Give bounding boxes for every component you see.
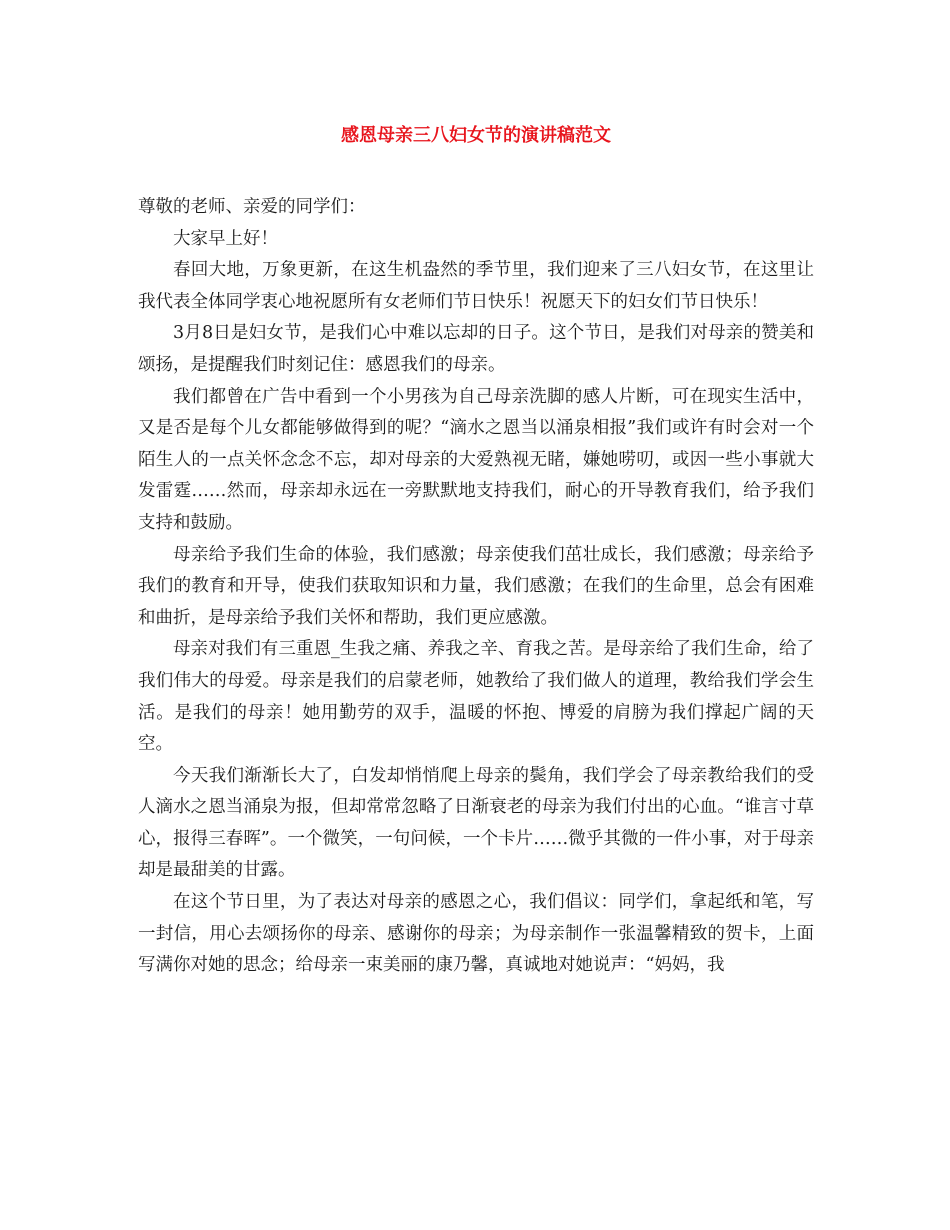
paragraph: 母亲对我们有三重恩_生我之痛、养我之辛、育我之苦。是母亲给了我们生命，给了我们伟大的母爱。母亲是我们的启蒙老师，她教给了我们做人的道理，教给我们学会生活。是我们的母亲！她用勤劳的双手，温暖的怀抱、博爱的肩膀为我们撑起广阔的天空。 <box>138 639 814 755</box>
paragraph-greeting: 大家早上好！ <box>173 228 278 249</box>
paragraph: 在这个节日里，为了表达对母亲的感恩之心，我们倡议：同学们，拿起纸和笔，写一封信，用心去颂扬你的母亲、感谢你的母亲；为母亲制作一张温馨精致的贺卡，上面写满你对她的思念；给母亲一束美丽的康乃馨，真诚地对她说声：“妈妈，我 <box>138 892 814 976</box>
document-title: 感恩母亲三八妇女节的演讲稿范文 <box>341 125 611 146</box>
paragraph: 母亲给予我们生命的体验，我们感激；母亲使我们茁壮成长，我们感激；母亲给予我们的教育和开导，使我们获取知识和力量，我们感激；在我们的生命里，总会有困难和曲折，是母亲给予我们关怀和帮助，我们更应感激。 <box>138 544 814 628</box>
salutation: 尊敬的老师、亲爱的同学们： <box>138 197 366 217</box>
paragraph: 今天我们渐渐长大了，白发却悄悄爬上母亲的鬓角，我们学会了母亲教给我们的受人滴水之恩当涌泉为报，但却常常忽略了日渐衰老的母亲为我们付出的心血。“谁言寸草心，报得三春晖”。一个微笑，一句问候，一个卡片……微乎其微的一件小事，对于母亲却是最甜美的甘露。 <box>138 765 814 881</box>
paragraph: 春回大地，万象更新，在这生机盎然的季节里，我们迎来了三八妇女节，在这里让我代表全体同学衷心地祝愿所有女老师们节日快乐！祝愿天下的妇女们节日快乐！ <box>138 260 814 312</box>
paragraph: 我们都曾在广告中看到一个小男孩为自己母亲洗脚的感人片断，可在现实生活中，又是否是每个儿女都能够做得到的呢？“滴水之恩当以涌泉相报”我们或许有时会对一个陌生人的一点关怀念念不忘，却对母亲的大爱熟视无睹，嫌她唠叨，或因一些小事就大发雷霆……然而，母亲却永远在一旁默默地支持我们，耐心的开导教育我们，给予我们支持和鼓励。 <box>138 386 814 533</box>
paragraph: 3月8日是妇女节，是我们心中难以忘却的日子。这个节日，是我们对母亲的赞美和颂扬，是提醒我们时刻记住：感恩我们的母亲。 <box>138 323 814 375</box>
document-body <box>138 192 814 982</box>
